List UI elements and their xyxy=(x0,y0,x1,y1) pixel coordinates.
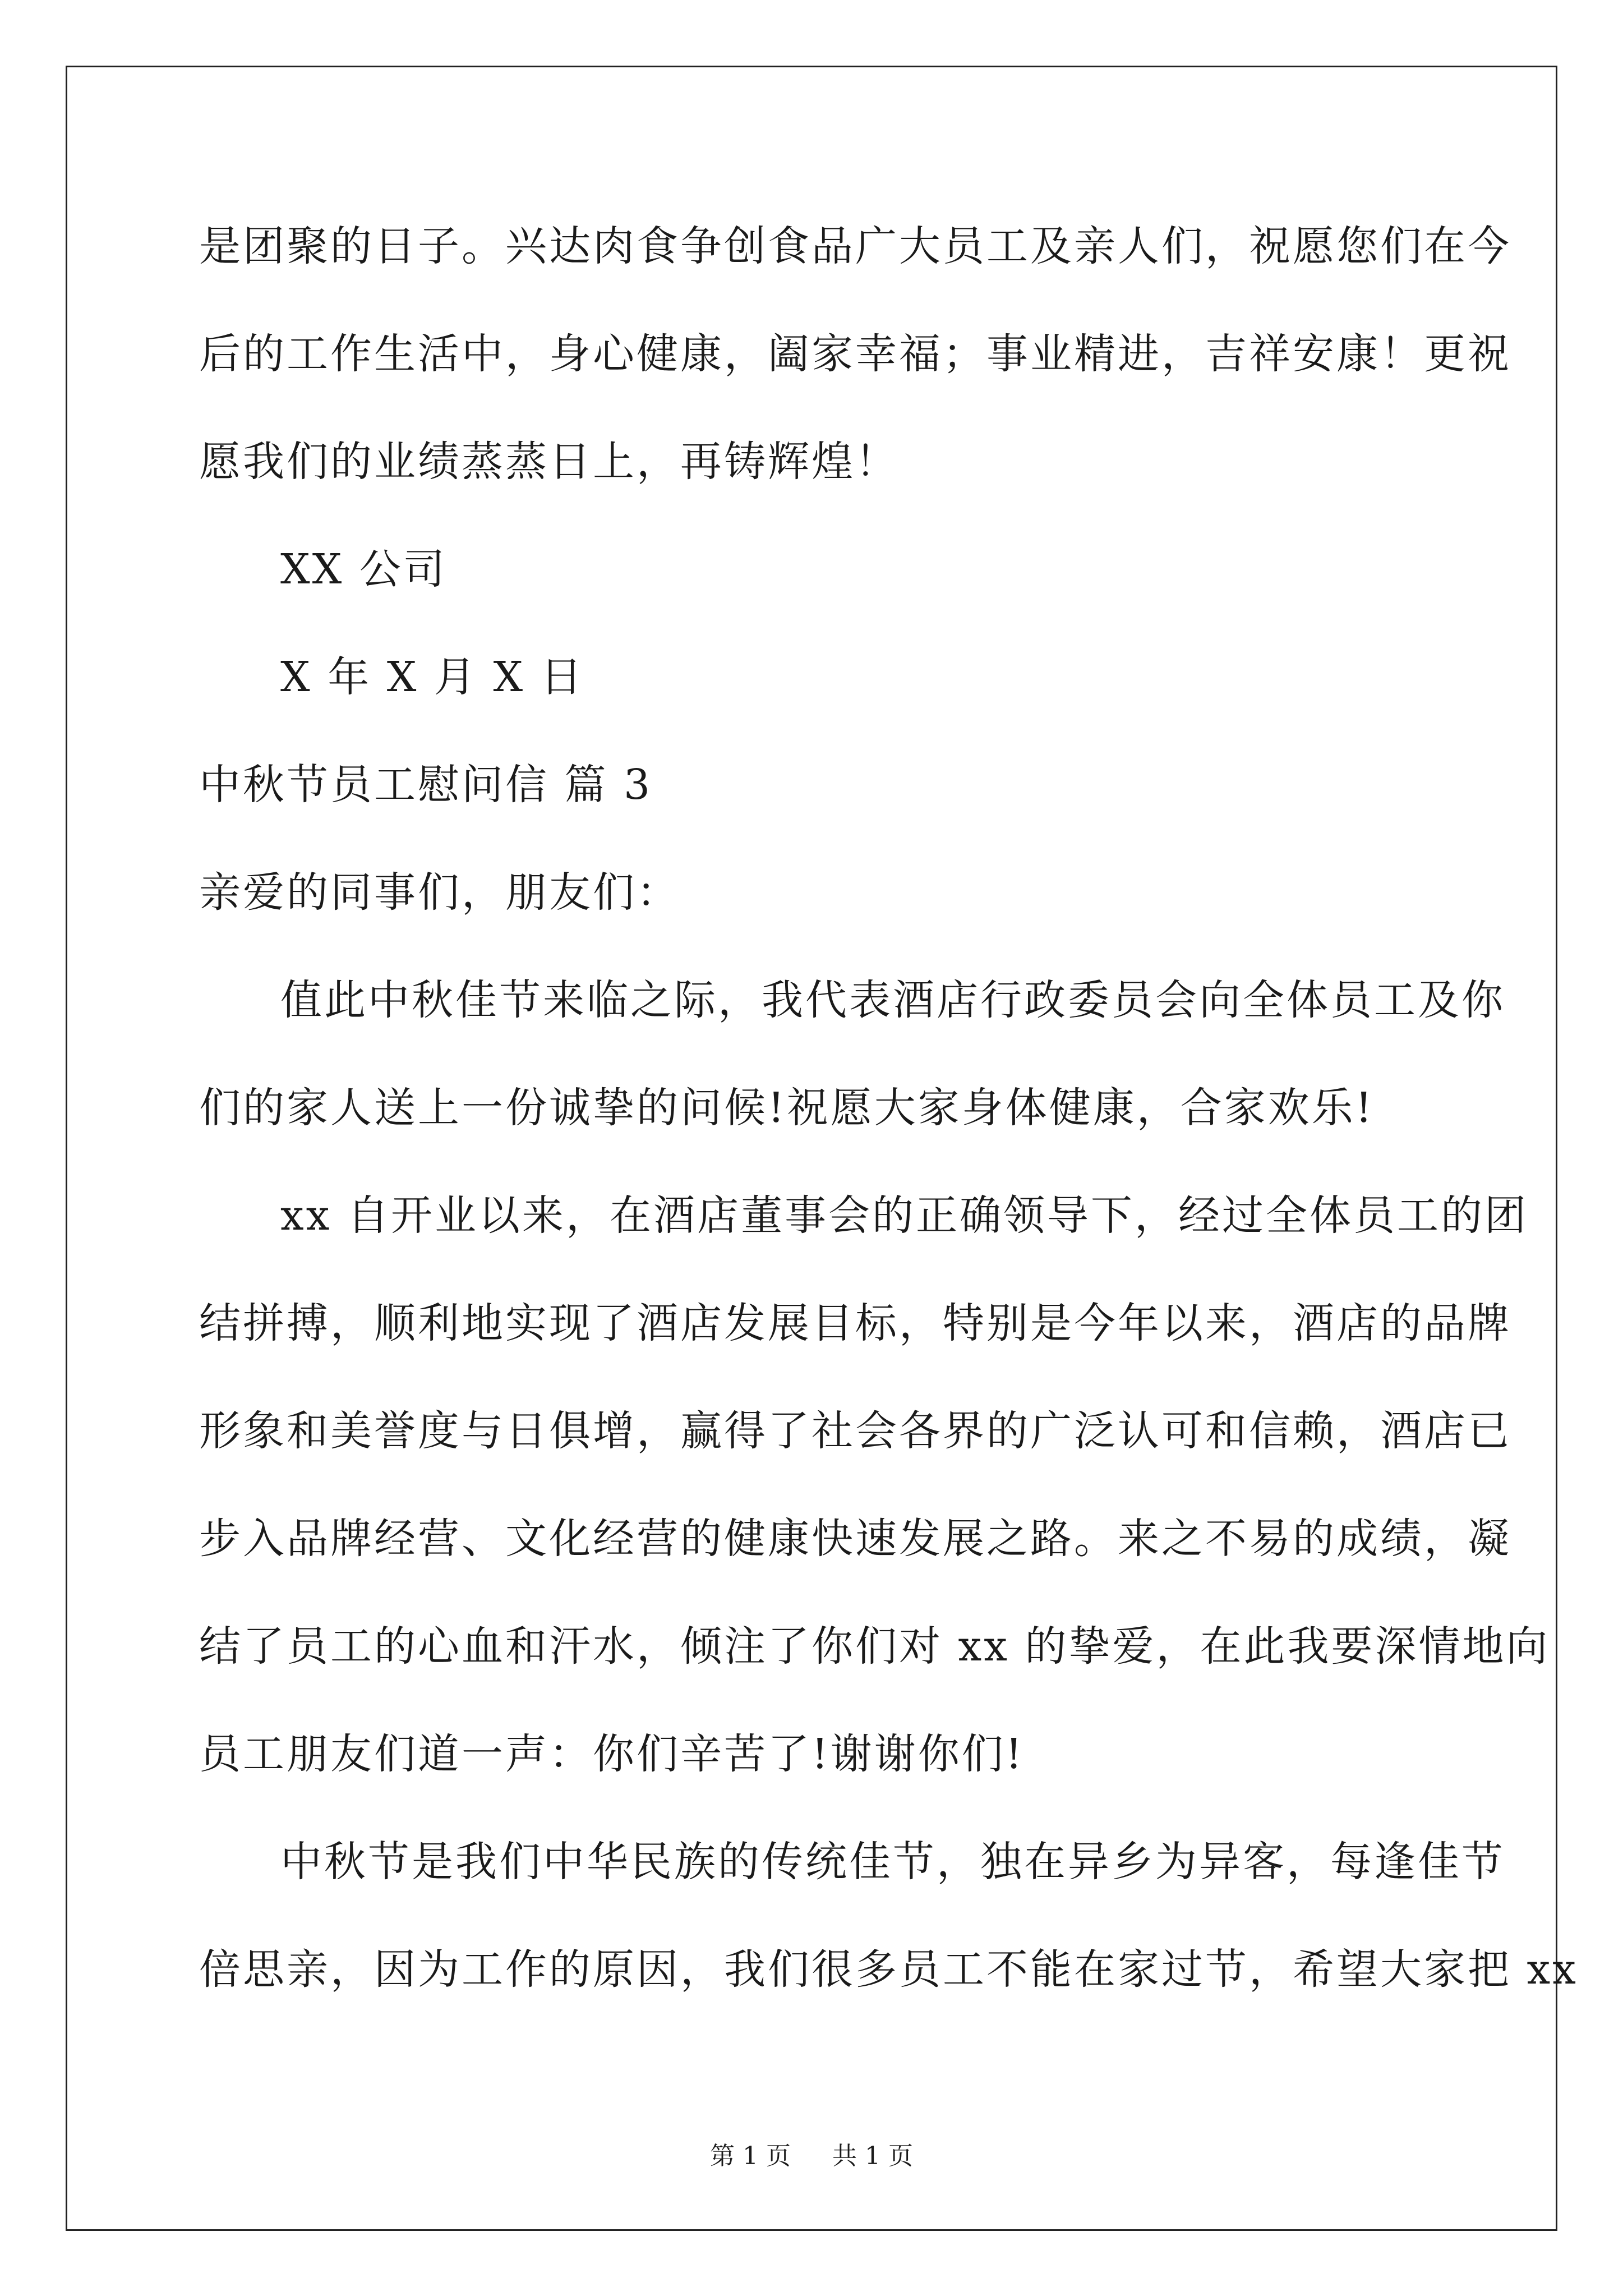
body-line-12: 形象和美誉度与日俱增，赢得了社会各界的广泛认可和信赖，酒店已 xyxy=(199,1407,1511,1455)
page-current-label: 第 1 页 xyxy=(710,2142,791,2170)
salutation: 亲爱的同事们，朋友们： xyxy=(199,868,680,917)
body-line-11: 结拼搏，顺利地实现了酒店发展目标，特别是今年以来，酒店的品牌 xyxy=(199,1299,1511,1347)
body-line-2: 后的工作生活中，身心健康，阖家幸福；事业精进，吉祥安康！更祝 xyxy=(199,330,1511,378)
body-line-8: 值此中秋佳节来临之际，我代表酒店行政委员会向全体员工及你 xyxy=(280,976,1505,1024)
company-signature: XX 公司 xyxy=(280,545,447,593)
section-heading: 中秋节员工慰问信 篇 3 xyxy=(199,761,653,809)
body-line-9: 们的家人送上一份诚挚的问候!祝愿大家身体健康，合家欢乐! xyxy=(199,1084,1375,1132)
page-total-label: 共 1 页 xyxy=(832,2142,913,2170)
body-line-16: 中秋节是我们中华民族的传统佳节，独在异乡为异客，每逢佳节 xyxy=(280,1838,1505,1886)
body-line-3: 愿我们的业绩蒸蒸日上，再铸辉煌！ xyxy=(199,438,899,486)
body-line-13: 步入品牌经营、文化经营的健康快速发展之路。来之不易的成绩，凝 xyxy=(199,1515,1511,1563)
signature-date: X 年 X 月 X 日 xyxy=(280,653,584,701)
body-line-15: 员工朋友们道一声：你们辛苦了!谢谢你们! xyxy=(199,1730,1025,1778)
body-line-10: xx 自开业以来，在酒店董事会的正确领导下，经过全体员工的团 xyxy=(280,1191,1528,1240)
body-line-14: 结了员工的心血和汗水，倾注了你们对 xx 的挚爱，在此我要深情地向 xyxy=(199,1622,1550,1671)
page-footer xyxy=(0,2144,1623,2169)
body-line-17: 倍思亲，因为工作的原因，我们很多员工不能在家过节，希望大家把 xx xyxy=(199,1945,1578,1994)
page-frame xyxy=(66,66,1557,2231)
body-line-1: 是团聚的日子。兴达肉食争创食品广大员工及亲人们，祝愿您们在今 xyxy=(199,222,1511,270)
